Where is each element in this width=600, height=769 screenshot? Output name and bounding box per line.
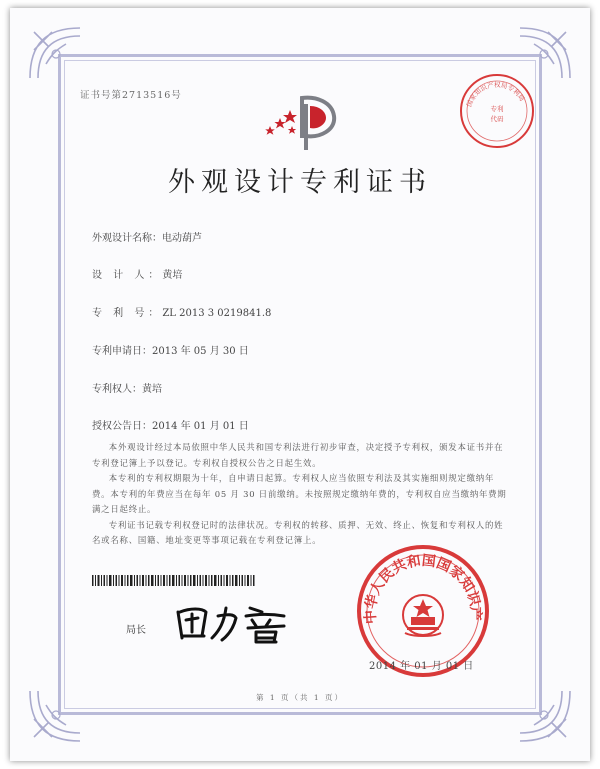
director-label: 局长: [126, 625, 146, 636]
filing-date-label: 专利申请日：: [92, 346, 152, 357]
seal-small-center-1: 专利: [490, 105, 504, 113]
grant-date-value: 2014 年 01 月 01 日: [152, 421, 249, 432]
national-emblem-icon: [403, 595, 443, 636]
design-name-value: 电动葫芦: [162, 233, 202, 244]
certificate-number: 证书号第2713516号: [80, 90, 182, 101]
field-designer: [92, 266, 182, 281]
seal-big-ring-text: 中华人民共和国国家知识产: [362, 552, 484, 625]
certificate-body: [92, 440, 512, 549]
seal-small-ring-text: 国家知识产权局专利局: [465, 80, 527, 108]
filing-date-value: 2013 年 05 月 30 日: [152, 346, 249, 357]
sipo-logo-icon: [256, 92, 348, 152]
field-patentee: [92, 380, 162, 395]
body-paragraph: 本外观设计经过本局依照中华人民共和国专利法进行初步审查，决定授予专利权，颁发本证书并在专利登记簿上予以登记。专利权自授权公告之日起生效。: [92, 442, 504, 468]
page-title: 外观设计专利证书: [168, 167, 432, 198]
patent-office-seal-small: [458, 72, 536, 150]
patent-number-label: 专 利 号：: [92, 308, 163, 319]
designer-value: 黄培: [162, 270, 183, 281]
grant-date-label: 授权公告日：: [92, 421, 152, 432]
issue-date: 2014 年 01 月 01 日: [369, 661, 474, 672]
director-signature-icon: [172, 598, 292, 646]
barcode-icon: [92, 575, 256, 586]
patentee-label: 专利权人：: [92, 384, 142, 395]
page-indicator: 第 1 页（共 1 页）: [255, 693, 345, 702]
field-design-name: [92, 229, 202, 244]
field-filing-date: [92, 342, 249, 357]
design-name-label: 外观设计名称：: [92, 233, 162, 244]
body-paragraph: 本专利的专利权期限为十年，自申请日起算。专利权人应当依照专利法及其实施细则规定缴纳年费。本专利的年费应当在每年 05 月 30 日前缴纳。未按照规定缴纳年费的，专利权自应当缴纳年费期满之日起终止。: [92, 473, 507, 514]
corner-ornament-top-left: [26, 24, 84, 82]
designer-label: 设 计 人：: [92, 270, 163, 281]
field-grant-date: [92, 417, 249, 432]
body-paragraph: 专利证书记载专利权登记时的法律状况。专利权的转移、质押、无效、终止、恢复和专利权人的姓名或名称、国籍、地址变更等事项记载在专利登记簿上。: [92, 519, 504, 545]
seal-small-center-2: 代码: [490, 115, 504, 123]
patent-number-value: ZL 2013 3 0219841.8: [162, 308, 272, 319]
patentee-value: 黄培: [142, 384, 162, 395]
field-patent-number: [92, 304, 271, 319]
